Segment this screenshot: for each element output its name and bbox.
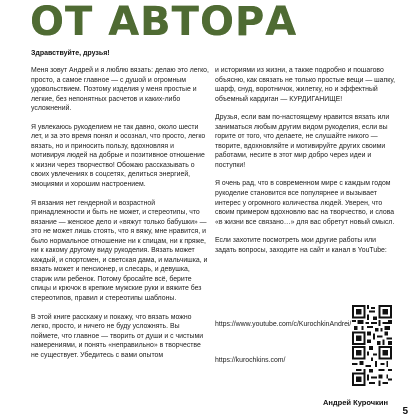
- right-column: [215, 66, 395, 264]
- paragraph: Я очень рад, что в современном мире с каждым годом рукоделие становится все популярнее и вызывает интерес у огромного количества людей. Уверен, что своим примером вдохновлю вас на творчество, и слова «в жизни все связано…» для вас обретут новый смысл.: [215, 180, 395, 226]
- site-link[interactable]: https://kurochkins.com/: [215, 357, 286, 364]
- paragraph: Я вязания нет гендерной и возрастной принадлежности и быть не может, и стереотипы, что вязание — женское дело и «вяжут только бабушки» — это не может лишь стоять, что я вяжу, мне нравится, и было нормальное отношение ни к спицам, ни к пряже, ни к какому другому виду рукоделия. Вязать может каждый, и спортсмен, и светская дама, и мальчишка, и вязать может и пенсионер, и слесарь, и девушка, старик или ребенок. Потому бросайте всё, берите спицы и крючок в крепкие мужские руки и вяжите без стереотипов, правил и стереотипы шаблоны.: [31, 199, 208, 303]
- paragraph: В этой книге расскажу и покажу, что вязать можно легко, просто, и ничего не буду усложнять. Вы поймете, что главное — творить от души и с чистыми намерениями, и понять «неправильно» в творчестве не существует. Убедитесь с вами опытом: [31, 313, 204, 359]
- site-qr-code-icon: [352, 346, 392, 386]
- paragraph: Друзья, если вам по-настоящему нравится вязать или заниматься любым другим видом рукоделия, если вы горите от того, что делаете, не слушайте никого — творите, вдохновляйте и мотивируйте других своими работами, несите в этот мир добро через идеи и поступки!: [215, 114, 390, 169]
- left-column: [31, 66, 209, 369]
- youtube-qr-code-icon: [352, 305, 392, 345]
- page-number: 5: [402, 406, 408, 417]
- page-title: ОТ АВТОРА: [30, 0, 298, 45]
- paragraph: и историями из жизни, а также подробно и пошагово объясню, как связать не только простые вещи — шапку, шарф, снуд, воротничок, жилетку, но и эффектный объемный кардиган — КУРДИГАНИЩЕ!: [215, 67, 395, 103]
- paragraph: Если захотите посмотреть мои другие работы или задать вопросы, заходите на сайт и канал в YouTube:: [215, 237, 387, 254]
- paragraph: Меня зовут Андрей и я люблю вязать: делаю это легко, просто, а самое главное — с душой и огромным удовольствием. Поэтому изделия у меня простые и легкие, без непонятных расчетов и каких-либо усложнений.: [31, 67, 209, 113]
- paragraph: Я увлекаюсь рукоделием не так давно, около шести лет, и за это время понял и осознал, что просто, легко вязать, но и приносить пользу, вдохновляя и мотивируя людей на добрые и позитивное отношение к жизни через творчество! Обожаю рассказывать о своих увлечениях в соцсетях, делиться энергией, эмоциями и хорошим настроением.: [31, 123, 206, 189]
- author-name: Андрей Курочкин: [322, 398, 388, 407]
- greeting: Здравствуйте, друзья!: [31, 50, 110, 57]
- youtube-link[interactable]: https://www.youtube.com/c/KurochkinAndrei/: [215, 321, 352, 328]
